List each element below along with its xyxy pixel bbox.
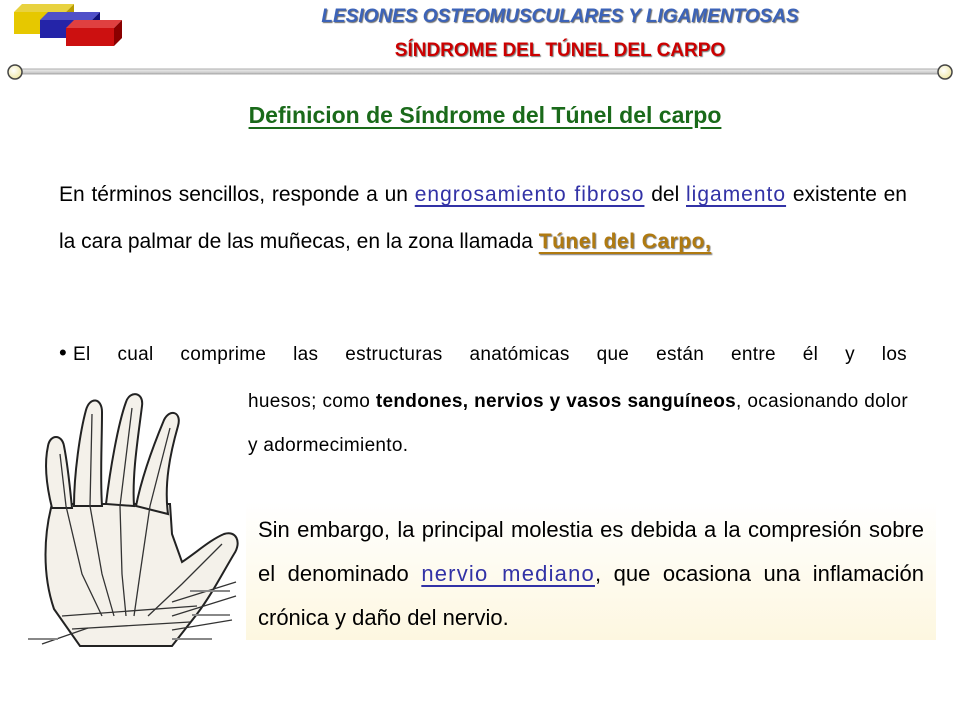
bullet-item-continuation (248, 380, 908, 468)
logo-color-blocks (8, 0, 126, 50)
tunel-del-carpo-highlight[interactable]: Túnel del Carpo, (538, 230, 712, 253)
link-nervio-mediano[interactable]: nervio mediano (421, 561, 595, 586)
link-engrosamiento-fibroso[interactable]: engrosamiento fibroso (414, 183, 645, 206)
bullet-icon: • (59, 340, 68, 365)
note-text-2: , que ocasiona una inflamación crónica y daño del nervio. (258, 561, 924, 630)
definition-paragraph (59, 171, 907, 265)
bullet-item-line1 (59, 338, 907, 370)
hand-anatomy-illustration (22, 384, 244, 654)
note-box (246, 502, 936, 640)
para-text-1: En términos sencillos, responde a un (59, 183, 415, 206)
bullet-text-1: El cual comprime las estructuras anatómicas que están entre él y los (73, 344, 907, 365)
note-text-1: Sin embargo, la principal molestia es debida a la compresión sobre el denominado (258, 517, 924, 586)
bullet-bold-terms: tendones, nervios y vasos sanguíneos (375, 391, 737, 412)
header-divider (0, 58, 960, 88)
header-title: LESIONES OSTEOMUSCULARES Y LIGAMENTOSAS (321, 6, 799, 27)
para-text-3: existente en la cara palmar de las muñecas, en la zona llamada (59, 183, 907, 253)
link-ligamento[interactable]: ligamento (686, 183, 787, 206)
bullet-text-2: huesos; como (248, 391, 376, 412)
bullet-text-3: , ocasionando dolor y adormecimiento. (248, 391, 909, 456)
section-heading: Definicion de Síndrome del Túnel del carpo (248, 102, 722, 128)
para-text-2: del (644, 183, 686, 206)
note-text (258, 508, 924, 640)
header-subtitle: SÍNDROME DEL TÚNEL DEL CARPO (394, 40, 726, 61)
